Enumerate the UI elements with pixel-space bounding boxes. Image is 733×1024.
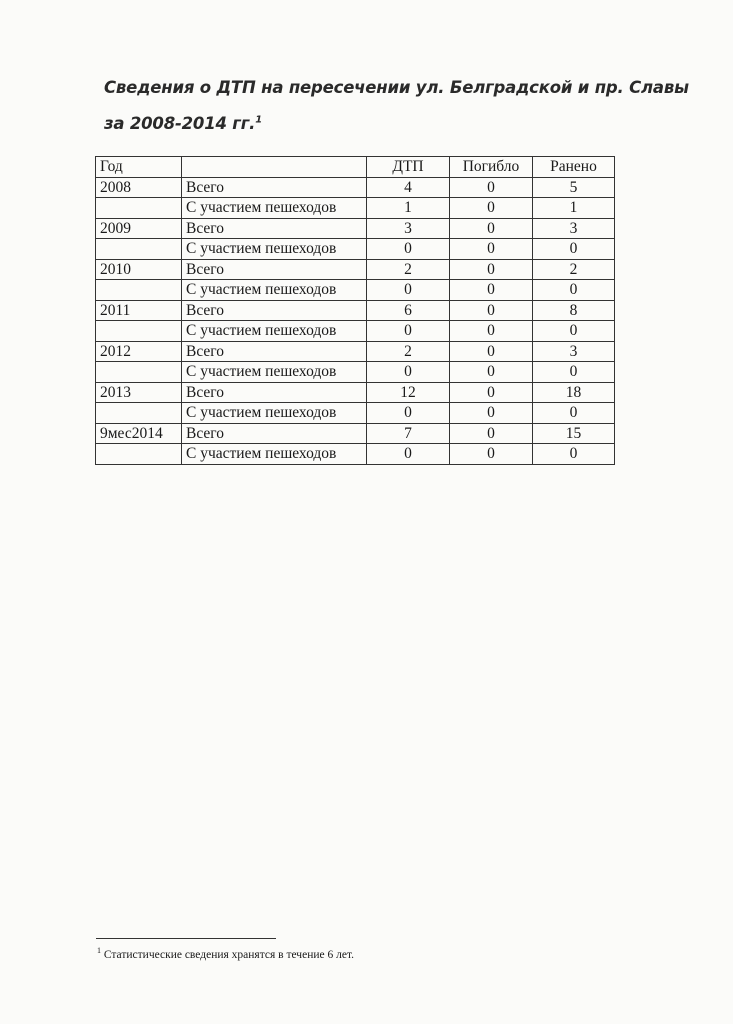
accidents-cell: 0 (367, 321, 450, 342)
header-accidents: ДТП (367, 157, 450, 178)
killed-cell: 0 (450, 259, 533, 280)
killed-cell: 0 (450, 239, 533, 260)
category-cell: С участием пешеходов (182, 362, 367, 383)
year-cell (96, 198, 182, 219)
header-killed: Погибло (450, 157, 533, 178)
accidents-cell: 0 (367, 280, 450, 301)
killed-cell: 0 (450, 423, 533, 444)
table-row (96, 444, 615, 465)
table-row (96, 362, 615, 383)
category-cell: С участием пешеходов (182, 280, 367, 301)
table-body (96, 177, 615, 464)
table-row (96, 300, 615, 321)
accidents-cell: 0 (367, 362, 450, 383)
table-row (96, 198, 615, 219)
category-cell: С участием пешеходов (182, 198, 367, 219)
killed-cell: 0 (450, 321, 533, 342)
table-row (96, 321, 615, 342)
document-title-line2 (104, 114, 262, 133)
injured-cell: 2 (533, 259, 615, 280)
injured-cell: 0 (533, 444, 615, 465)
accident-statistics-table (95, 156, 615, 465)
category-cell: Всего (182, 218, 367, 239)
killed-cell: 0 (450, 280, 533, 301)
killed-cell: 0 (450, 177, 533, 198)
year-cell: 2013 (96, 382, 182, 403)
accidents-cell: 6 (367, 300, 450, 321)
header-injured: Ранено (533, 157, 615, 178)
year-cell (96, 239, 182, 260)
category-cell: С участием пешеходов (182, 239, 367, 260)
footnote (97, 946, 354, 961)
accidents-cell: 3 (367, 218, 450, 239)
accidents-cell: 1 (367, 198, 450, 219)
injured-cell: 15 (533, 423, 615, 444)
footnote-text: Статистические сведения хранятся в течение 6 лет. (103, 948, 354, 961)
year-cell: 9мес2014 (96, 423, 182, 444)
table-header-row (96, 157, 615, 178)
table-row (96, 259, 615, 280)
footnote-separator (96, 938, 276, 939)
injured-cell: 0 (533, 403, 615, 424)
year-cell (96, 280, 182, 301)
year-cell (96, 321, 182, 342)
table-row (96, 382, 615, 403)
accidents-cell: 0 (367, 444, 450, 465)
category-cell: Всего (182, 341, 367, 362)
injured-cell: 1 (533, 198, 615, 219)
injured-cell: 0 (533, 321, 615, 342)
year-cell (96, 362, 182, 383)
injured-cell: 3 (533, 341, 615, 362)
category-cell: С участием пешеходов (182, 444, 367, 465)
year-cell: 2011 (96, 300, 182, 321)
injured-cell: 18 (533, 382, 615, 403)
footnote-mark: 1 (97, 946, 101, 955)
year-cell: 2010 (96, 259, 182, 280)
table-row (96, 423, 615, 444)
accidents-cell: 2 (367, 259, 450, 280)
killed-cell: 0 (450, 300, 533, 321)
category-cell: Всего (182, 259, 367, 280)
header-category (182, 157, 367, 178)
injured-cell: 3 (533, 218, 615, 239)
accidents-cell: 0 (367, 239, 450, 260)
injured-cell: 5 (533, 177, 615, 198)
year-cell: 2008 (96, 177, 182, 198)
killed-cell: 0 (450, 403, 533, 424)
injured-cell: 8 (533, 300, 615, 321)
table-row (96, 341, 615, 362)
title-period: за 2008-2014 гг. (104, 114, 256, 133)
category-cell: Всего (182, 177, 367, 198)
category-cell: Всего (182, 300, 367, 321)
killed-cell: 0 (450, 198, 533, 219)
document-title-line1: Сведения о ДТП на пересечении ул. Белградской и пр. Славы (104, 78, 689, 97)
killed-cell: 0 (450, 382, 533, 403)
table-row (96, 280, 615, 301)
accidents-cell: 7 (367, 423, 450, 444)
footnote-reference: 1 (255, 114, 262, 126)
accidents-cell: 0 (367, 403, 450, 424)
killed-cell: 0 (450, 218, 533, 239)
injured-cell: 0 (533, 280, 615, 301)
killed-cell: 0 (450, 362, 533, 383)
table-row (96, 403, 615, 424)
killed-cell: 0 (450, 444, 533, 465)
category-cell: С участием пешеходов (182, 321, 367, 342)
injured-cell: 0 (533, 362, 615, 383)
year-cell (96, 444, 182, 465)
table-row (96, 239, 615, 260)
year-cell: 2009 (96, 218, 182, 239)
year-cell: 2012 (96, 341, 182, 362)
accidents-cell: 2 (367, 341, 450, 362)
category-cell: Всего (182, 382, 367, 403)
table-row (96, 218, 615, 239)
killed-cell: 0 (450, 341, 533, 362)
year-cell (96, 403, 182, 424)
table-row (96, 177, 615, 198)
category-cell: Всего (182, 423, 367, 444)
header-year: Год (96, 157, 182, 178)
injured-cell: 0 (533, 239, 615, 260)
category-cell: С участием пешеходов (182, 403, 367, 424)
accidents-cell: 12 (367, 382, 450, 403)
accidents-cell: 4 (367, 177, 450, 198)
